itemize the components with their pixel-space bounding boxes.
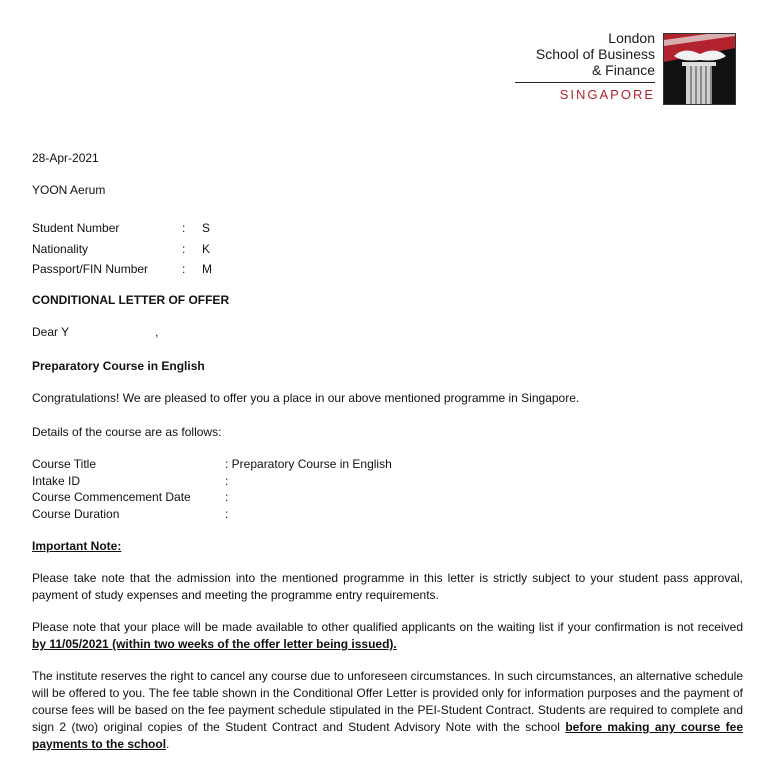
payment-condition: before making any course fee payments to the school (32, 720, 744, 751)
paragraph-text: The institute reserves the right to cancel any course due to unforeseen circumstances. In such circumstances, an alternative schedule will be offered to you. The fee table shown in the Conditional Offer Letter is provided only for information purposes and the payment of course fees will be based on the fee payment schedule stipulated in the PEI-Student Contract. Students are required to complete and sign 2 (two) original copies of the Student Contract and Student Advisory Note with the school (32, 669, 743, 734)
logo-singapore: SINGAPORE (559, 87, 655, 102)
logo-divider (515, 82, 655, 83)
info-label: Student Number (32, 221, 120, 236)
info-row-passport (32, 259, 402, 280)
course-label: Intake ID (32, 473, 81, 488)
paragraph-text: Please note that your place will be made available to other qualified applicants on the waiting list if your confirmation is not received (32, 620, 743, 634)
important-note-heading: Important Note: (32, 539, 122, 553)
congratulations-text: Congratulations! We are pleased to offer you a place in our above mentioned programme in Singapore. (32, 391, 580, 405)
course-row-duration (32, 506, 525, 523)
info-colon: : (182, 241, 186, 256)
info-value: M (202, 262, 212, 277)
confirmation-deadline: by 11/05/2021 (within two weeks of the offer letter being issued). (32, 637, 397, 651)
salutation-text: Dear Y (32, 325, 70, 339)
salutation-comma: , (155, 325, 159, 339)
logo-line-finance: & Finance (591, 62, 655, 78)
course-row-commencement (32, 489, 525, 506)
programme-name: Preparatory Course in English (32, 359, 205, 373)
paragraph-admission: Please take note that the admission into the mentioned programme in this letter is strictly subject to your student pass approval, payment of study expenses and meeting the programme entry requirements. (32, 571, 743, 602)
course-value: : (225, 473, 229, 488)
student-info-table (32, 218, 402, 280)
course-details-table (32, 456, 525, 522)
logo-line-london: London (608, 30, 655, 46)
info-label: Passport/FIN Number (32, 262, 149, 277)
course-label: Course Title (32, 457, 97, 472)
info-row-student-number (32, 218, 402, 239)
logo-line-school: School of Business (535, 46, 655, 62)
paragraph-waiting-list (32, 619, 743, 653)
course-label: Course Duration (32, 506, 120, 521)
course-label: Course Commencement Date (32, 490, 191, 505)
redacted-name (69, 327, 155, 339)
info-value: S (202, 221, 211, 236)
info-row-nationality (32, 239, 402, 260)
addressee-name: YOON Aerum (32, 183, 106, 197)
offer-heading: CONDITIONAL LETTER OF OFFER (32, 293, 230, 307)
info-colon: : (182, 262, 186, 277)
info-colon: : (182, 221, 186, 236)
course-row-intake (32, 473, 525, 490)
course-row-title (32, 456, 525, 473)
course-value: : (225, 490, 229, 505)
column-logo-icon (663, 33, 736, 105)
info-label: Nationality (32, 241, 89, 256)
letter-date: 28-Apr-2021 (32, 151, 99, 165)
paragraph-end: . (166, 737, 170, 751)
salutation (32, 324, 158, 340)
info-value: K (202, 241, 211, 256)
details-intro: Details of the course are as follows: (32, 425, 222, 439)
paragraph-cancellation (32, 668, 743, 753)
course-value: : Preparatory Course in English (225, 457, 392, 472)
school-logo-text (455, 30, 655, 102)
course-value: : (225, 506, 229, 521)
